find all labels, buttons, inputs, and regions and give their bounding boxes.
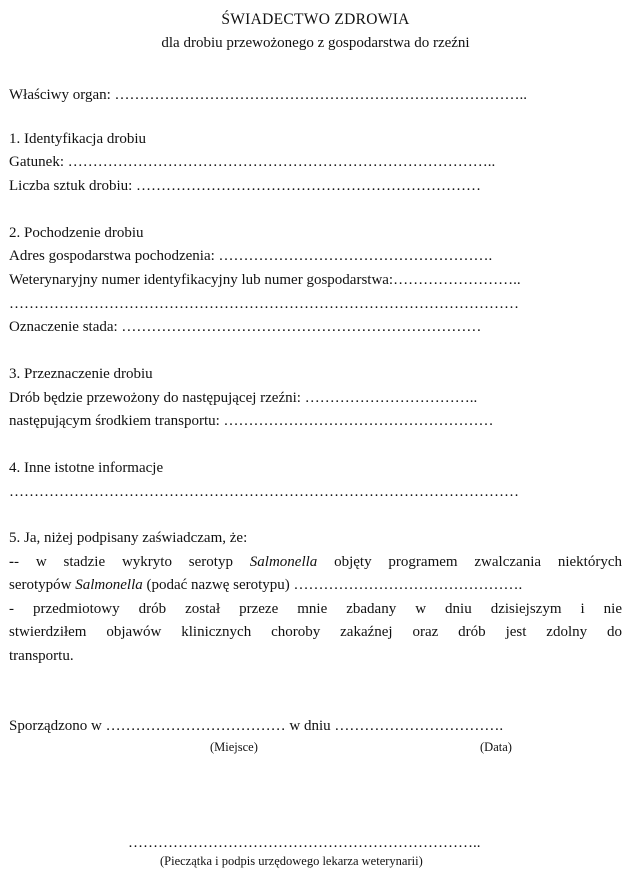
section-4-heading: 4. Inne istotne informacje [9, 460, 164, 476]
slaughterhouse-line: Drób będzie przewożony do następującej rzeźni: …………………………….. [9, 390, 478, 406]
count-line: Liczba sztuk drobiu: …………………………………………………………… [9, 178, 482, 194]
vet-number-line: Weterynaryjny numer identyfikacyjny lub numer gospodarstwa:…………………….. [9, 272, 521, 288]
farm-address-line: Adres gospodarstwa pochodzenia: ………………………………………………. [9, 248, 493, 264]
section-3-heading: 3. Przeznaczenie drobiu [9, 366, 153, 382]
transport-line: następującym środkiem transportu: ……………………………………………… [9, 413, 494, 429]
drawn-up-line: Sporządzono w ……………………………… w dniu ……………………………. [9, 718, 504, 734]
signature-label: (Pieczątka i podpis urzędowego lekarza weterynarii) [160, 854, 423, 868]
declaration-line-5: transportu. [9, 648, 74, 664]
declaration-line-2: serotypów Salmonella (podać nazwę serotypu) ………………………………………. [9, 577, 523, 593]
signature-dots: …………………………………………………………….. [128, 835, 481, 851]
declaration-line-4: stwierdziłem objawów klinicznych choroby zakaźnej oraz drób jest zdolny do [9, 624, 622, 640]
section-5-heading: 5. Ja, niżej podpisany zaświadczam, że: [9, 530, 248, 546]
flock-line: Oznaczenie stada: ……………………………………………………………… [9, 319, 482, 335]
authority-line: Właściwy organ: ……………………………………………………………………….. [9, 87, 528, 103]
declaration-line-3: - przedmiotowy drób został przeze mnie zbadany w dniu dzisiejszym i nie [9, 601, 622, 617]
section-1-heading: 1. Identyfikacja drobiu [9, 131, 147, 147]
other-info-line: ………………………………………………………………………………………… [9, 484, 519, 500]
section-2-heading: 2. Pochodzenie drobiu [9, 225, 144, 241]
date-label: (Data) [480, 740, 512, 754]
document-title: ŚWIADECTWO ZDROWIA [221, 11, 410, 28]
place-label: (Miejsce) [210, 740, 258, 754]
document-subtitle: dla drobiu przewożonego z gospodarstwa do rzeźni [161, 35, 470, 51]
declaration-line-1: -- w stadzie wykryto serotyp Salmonella objęty programem zwalczania niektórych [9, 554, 622, 570]
vet-number-continuation: ………………………………………………………………………………………… [9, 296, 519, 312]
species-line: Gatunek: ………………………………………………………………………….. [9, 154, 496, 170]
